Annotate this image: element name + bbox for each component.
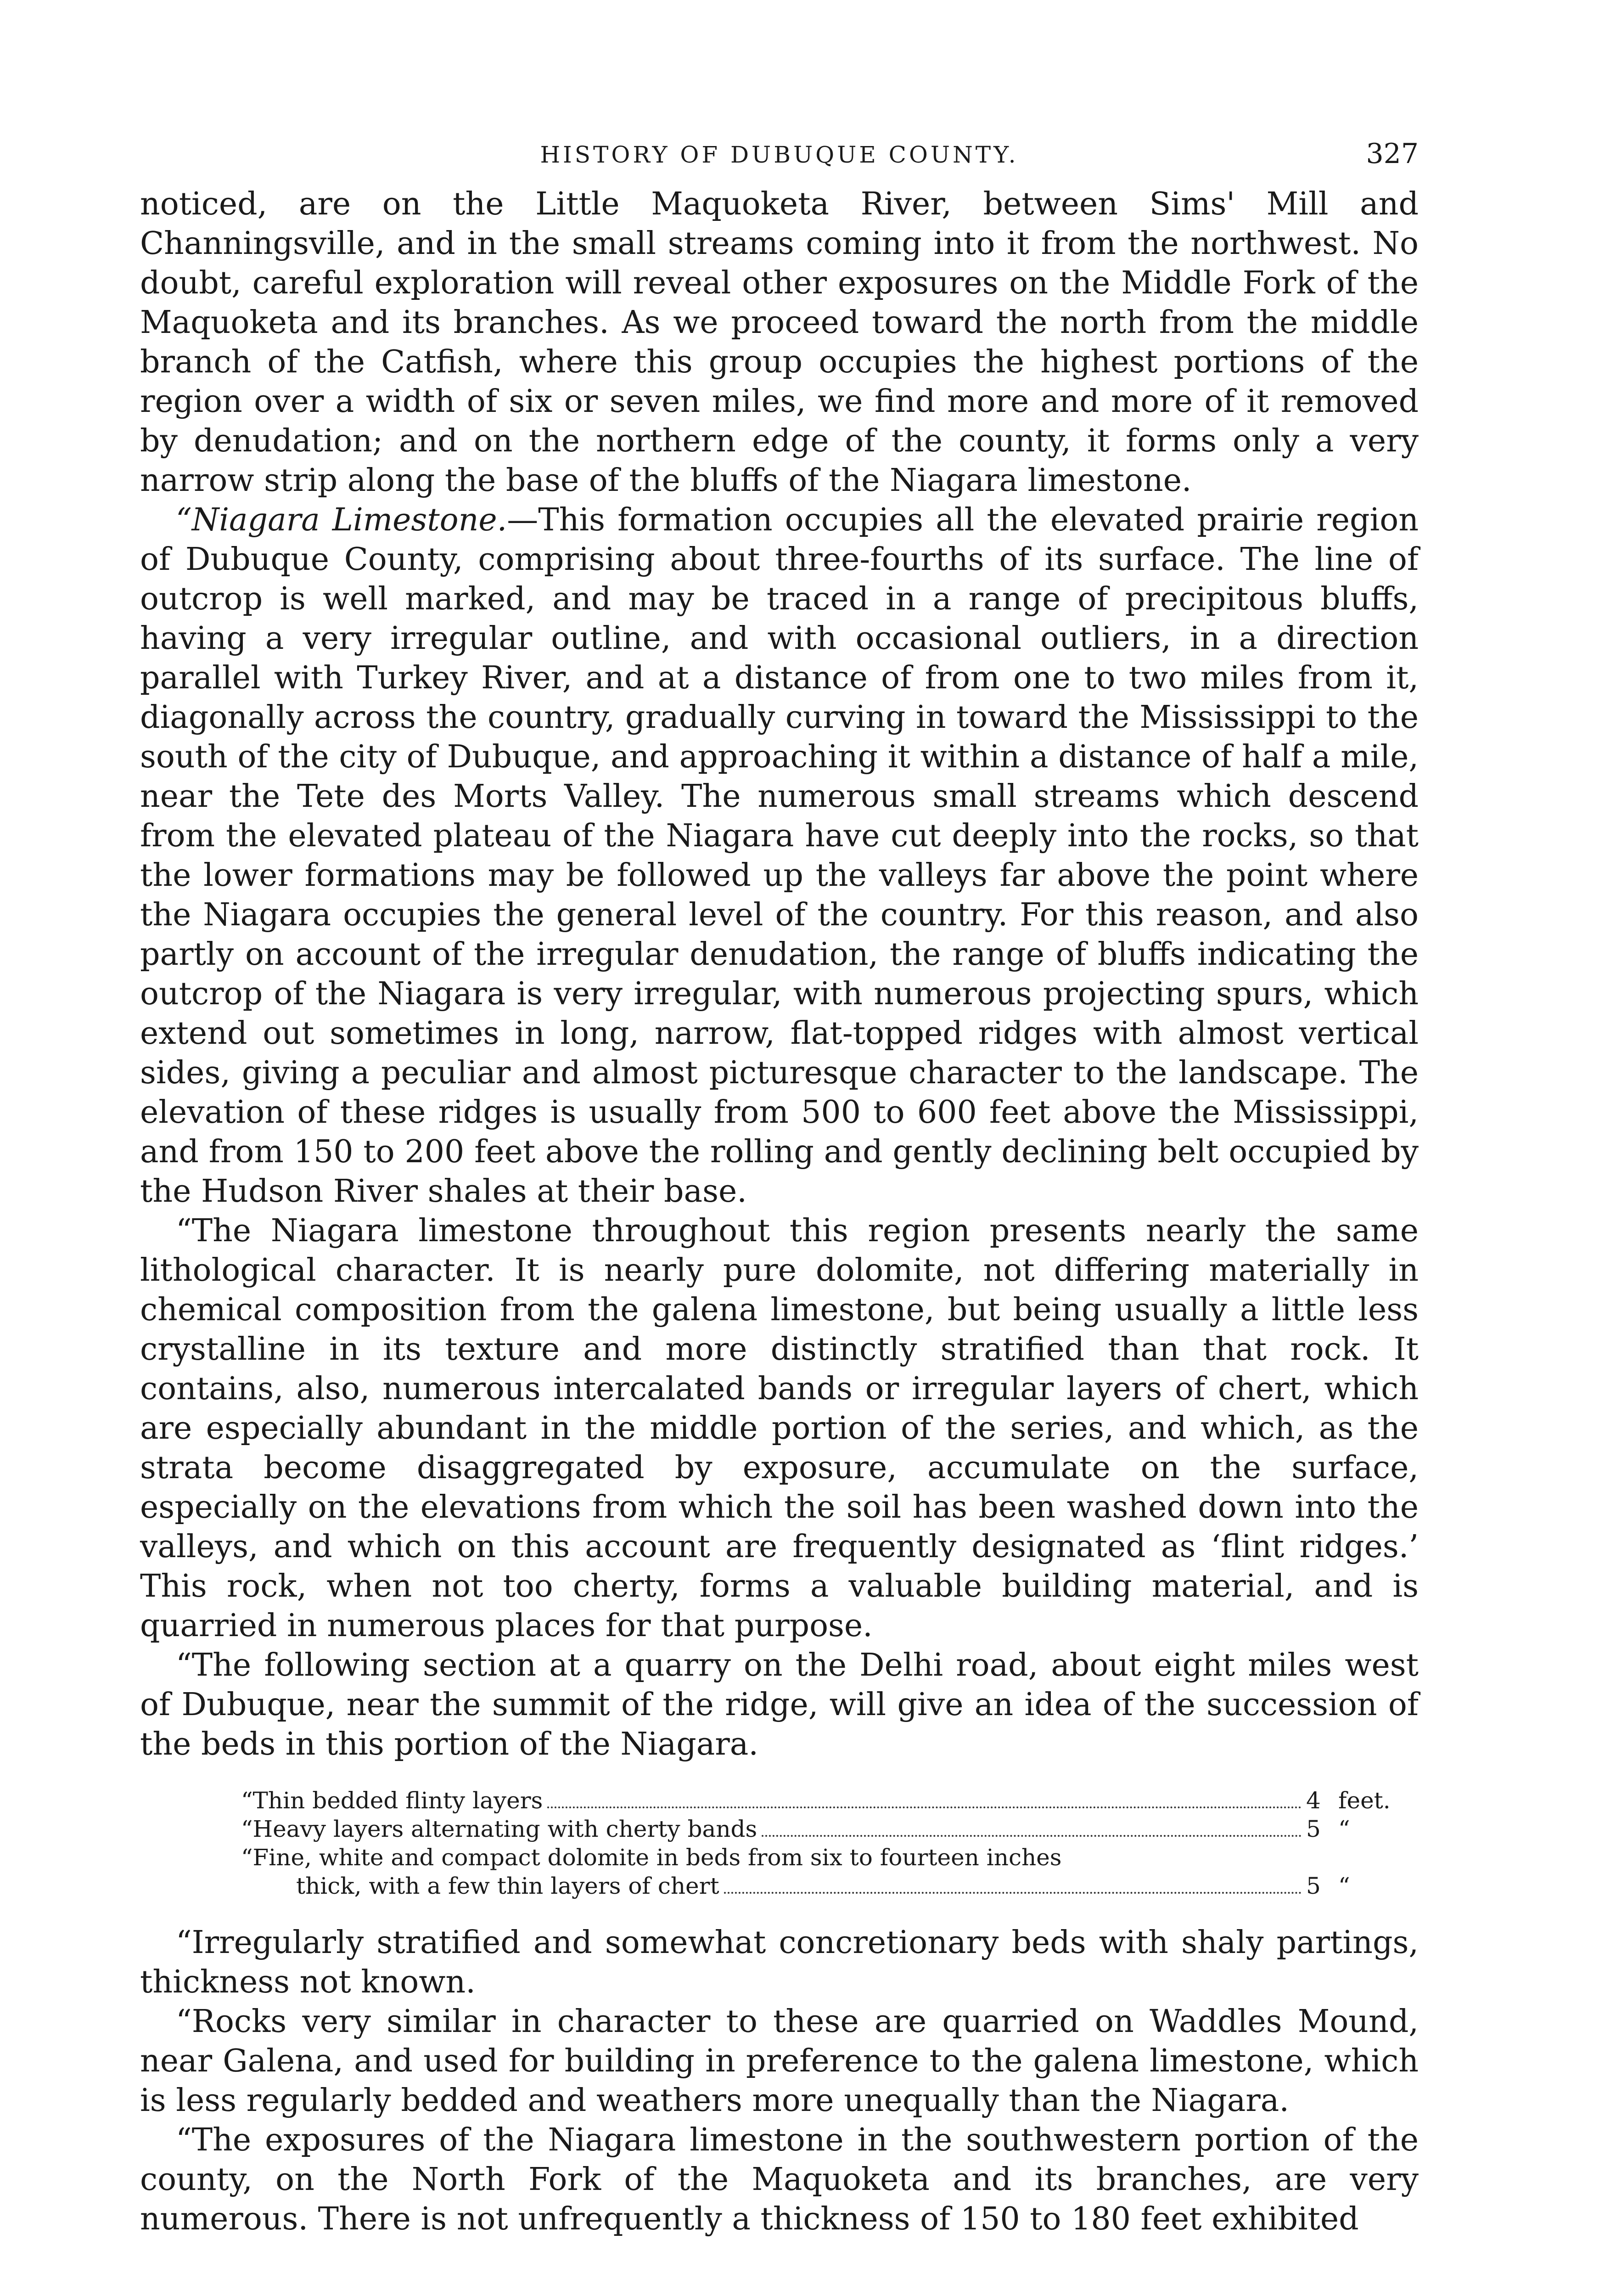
paragraph <box>140 2121 1419 2239</box>
paragraph <box>140 185 1419 501</box>
paragraph-text: “The following section at a quarry on the Delhi road, about eight miles west of Dubuque, near the summit of the ridge, will give an idea of the succession of the beds in this portion of the Niagara. <box>140 1647 1419 1762</box>
section-row-unit: “ <box>1338 1816 1350 1842</box>
paragraph-text: “The exposures of the Niagara limestone in the southwestern portion of the county, on the North Fork of the Maquoketa and its branches, are very numerous. There is not unfrequently a thickness of 150 to 180 feet exhibited <box>140 2122 1419 2237</box>
book-page <box>140 138 1419 2239</box>
paragraph <box>140 501 1419 1211</box>
paragraph-text: noticed, are on the Little Maquoketa River, between Sims' Mill and Channingsville, and in the small streams coming into it from the northwest. No doubt, careful exploration will reveal other exposures on the Middle Fork of the Maquoketa and its branches. As we proceed toward the north from the middle branch of the Catfish, where this group occupies the highest portions of the region over a width of six or seven miles, we find more and more of it removed by denudation; and on the northern edge of the county, it forms only a very narrow strip along the base of the bluffs of the Niagara limestone. <box>140 186 1419 499</box>
paragraph-text: “Irregularly stratified and somewhat concretionary beds with shaly partings, thickness not known. <box>140 1925 1419 2000</box>
body-text <box>140 185 1419 2239</box>
section-row-thickness: 5 <box>1306 1873 1321 1899</box>
section-row <box>241 1786 1416 1815</box>
running-title: HISTORY OF DUBUQUE COUNTY. <box>540 141 1019 168</box>
paragraph <box>140 1646 1419 1764</box>
running-head <box>140 138 1419 170</box>
section-row-thickness: 4 <box>1306 1787 1321 1814</box>
section-row-thickness: 5 <box>1306 1816 1321 1842</box>
section-row <box>241 1872 1416 1900</box>
section-row-description: “Heavy layers alternating with cherty bands <box>241 1816 758 1842</box>
quarry-section-table <box>241 1786 1416 1900</box>
section-row-unit: “ <box>1338 1873 1350 1899</box>
section-row-description: thick, with a few thin layers of chert <box>296 1873 719 1899</box>
paragraph <box>140 1211 1419 1646</box>
paragraph <box>140 1923 1419 2002</box>
section-row-description: “Thin bedded flinty layers <box>241 1787 543 1814</box>
paragraph-text: —This formation occupies all the elevated prairie region of Dubuque County, comprising about three-fourths of its surface. The line of outcrop is well marked, and may be traced in a range of precipitous bluffs, having a very irregular outline, and with occasional outliers, in a direction parallel with Turkey River, and at a distance of from one to two miles from it, diagonally across the country, gradually curving in toward the Mississippi to the south of the city of Dubuque, and approaching it within a distance of half a mile, near the Tete des Morts Valley. The numerous small streams which descend from the elevated plateau of the Niagara have cut deeply into the rocks, so that the lower formations may be followed up the valleys far above the point where the Niagara occupies the general level of the country. For this reason, and also partly on account of the irregular denudation, the range of bluffs indicating the outcrop of the Niagara is very irregular, with numerous projecting spurs, which extend out sometimes in long, narrow, flat-topped ridges with almost vertical sides, giving a peculiar and almost picturesque character to the landscape. The elevation of these ridges is usually from 500 to 600 feet above the Mississippi, and from 150 to 200 feet above the rolling and gently declining belt occupied by the Hudson River shales at their base. <box>140 502 1419 1210</box>
section-row <box>241 1815 1416 1843</box>
section-row-unit: feet. <box>1338 1787 1391 1814</box>
paragraph-text: “Rocks very similar in character to these are quarried on Waddles Mound, near Galena, and used for building in preference to the galena limestone, which is less regularly bedded and weathers more unequally than the Niagara. <box>140 2003 1419 2119</box>
paragraph <box>140 2002 1419 2121</box>
section-heading: “Niagara Limestone. <box>176 502 507 538</box>
dot-leader <box>724 1892 1302 1894</box>
paragraph-text: “The Niagara limestone throughout this region presents nearly the same lithological character. It is nearly pure dolomite, not differing materially in chemical composition from the galena limestone, but being usually a little less crystalline in its texture and more distinctly stratified than that rock. It contains, also, numerous intercalated bands or irregular layers of chert, which are especially abundant in the middle portion of the series, and which, as the strata become disaggregated by exposure, accumulate on the surface, especially on the elevations from which the soil has been washed down into the valleys, and which on this account are frequently designated as ‘flint ridges.’ This rock, when not too cherty, forms a valuable building material, and is quarried in numerous places for that purpose. <box>140 1213 1419 1644</box>
dot-leader <box>547 1806 1302 1808</box>
section-row-description-first-line: “Fine, white and compact dolomite in beds from six to fourteen inches <box>241 1844 1062 1871</box>
dot-leader <box>762 1835 1302 1837</box>
page-number: 327 <box>1366 138 1419 170</box>
